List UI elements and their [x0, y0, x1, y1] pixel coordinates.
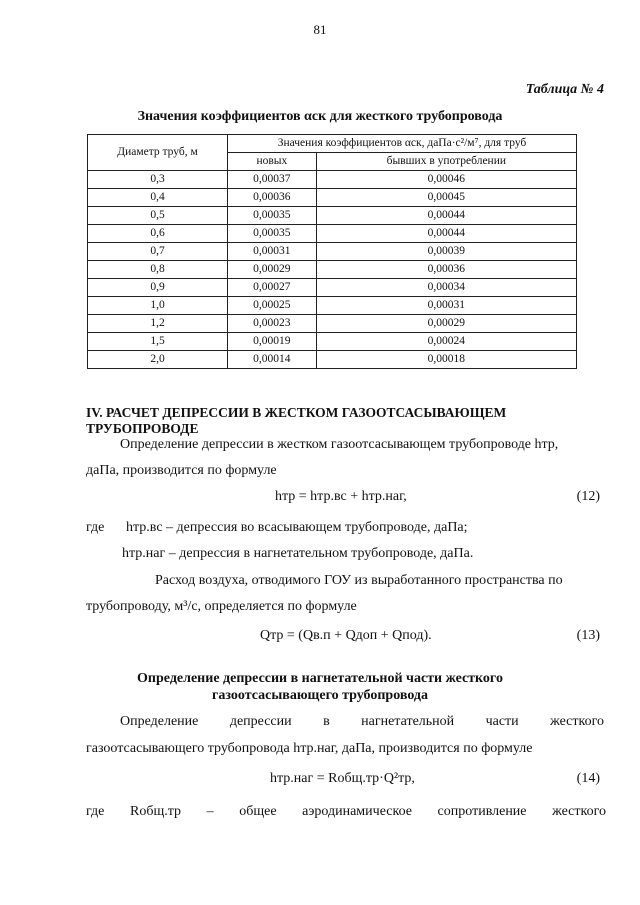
coefficients-table [87, 134, 577, 369]
table-row [88, 333, 577, 351]
cell-used: 0,00034 [316, 279, 576, 297]
header-diameter: Диаметр труб, м [88, 135, 228, 171]
cell-new: 0,00019 [228, 333, 317, 351]
cell-used: 0,00044 [316, 207, 576, 225]
cell-diameter: 0,5 [88, 207, 228, 225]
cell-new: 0,00027 [228, 279, 317, 297]
definition-2: hтр.наг – депрессия в нагнетательном трубопроводе, даПа. [122, 546, 474, 561]
equation-number-13: (13) [576, 628, 600, 643]
cell-new: 0,00025 [228, 297, 317, 315]
table-row [88, 189, 577, 207]
para3-line1: Определение депрессии в нагнетательной части жесткого [120, 714, 604, 729]
cell-used: 0,00031 [316, 297, 576, 315]
cell-diameter: 0,7 [88, 243, 228, 261]
cell-used: 0,00024 [316, 333, 576, 351]
table-header-row [88, 135, 577, 153]
cell-used: 0,00039 [316, 243, 576, 261]
cell-used: 0,00029 [316, 315, 576, 333]
cell-diameter: 1,0 [88, 297, 228, 315]
cell-diameter: 2,0 [88, 351, 228, 369]
cell-used: 0,00044 [316, 225, 576, 243]
header-used: бывших в употреблении [316, 153, 576, 171]
header-values: Значения коэффициентов αск, даПа·с²/м⁷, для труб [228, 135, 577, 153]
formula-14: hтр.наг = Rобщ.тр·Q²тр, [270, 771, 415, 786]
table-row [88, 225, 577, 243]
para2-line1: Расход воздуха, отводимого ГОУ из выработанного пространства по [155, 573, 563, 588]
cell-used: 0,00046 [316, 171, 576, 189]
cell-new: 0,00029 [228, 261, 317, 279]
cell-new: 0,00014 [228, 351, 317, 369]
header-new: новых [228, 153, 317, 171]
table-title: Значения коэффициентов αск для жесткого трубопровода [137, 109, 503, 124]
cell-diameter: 0,6 [88, 225, 228, 243]
equation-number-14: (14) [576, 771, 600, 786]
table-row [88, 261, 577, 279]
formula-13: Qтр = (Qв.п + Qдоп + Qпод). [260, 628, 432, 643]
cell-used: 0,00045 [316, 189, 576, 207]
table-row [88, 207, 577, 225]
cell-diameter: 0,4 [88, 189, 228, 207]
cell-diameter: 1,5 [88, 333, 228, 351]
para1-line2: даПа, производится по формуле [86, 463, 277, 478]
cell-new: 0,00037 [228, 171, 317, 189]
cell-new: 0,00036 [228, 189, 317, 207]
cell-used: 0,00018 [316, 351, 576, 369]
cell-new: 0,00035 [228, 225, 317, 243]
table-row [88, 279, 577, 297]
cell-diameter: 0,8 [88, 261, 228, 279]
table-row [88, 315, 577, 333]
cell-new: 0,00031 [228, 243, 317, 261]
cell-diameter: 1,2 [88, 315, 228, 333]
para3-line2: газоотсасывающего трубопровода hтр.наг, даПа, производится по формуле [86, 741, 533, 756]
section-heading: IV. РАСЧЕТ ДЕПРЕССИИ В ЖЕСТКОМ ГАЗООТСАСЫВАЮЩЕМ ТРУБОПРОВОДЕ [86, 405, 507, 436]
para4-line: где Rобщ.тр – общее аэродинамическое сопротивление жесткого [86, 804, 606, 819]
subsection-heading [0, 670, 640, 704]
subsection-heading-line1: Определение депрессии в нагнетательной части жесткого [137, 671, 503, 686]
table-row [88, 351, 577, 369]
para2-line2: трубопроводу, м³/с, определяется по формуле [86, 599, 357, 614]
subsection-heading-line2: газоотсасывающего трубопровода [211, 688, 429, 703]
para1-line1: Определение депрессии в жестком газоотсасывающем трубопроводе hтр, [120, 437, 559, 452]
where-label: где [86, 520, 105, 535]
formula-12: hтр = hтр.вс + hтр.наг, [275, 489, 407, 504]
cell-new: 0,00023 [228, 315, 317, 333]
cell-diameter: 0,3 [88, 171, 228, 189]
definition-1: hтр.вс – депрессия во всасывающем трубопроводе, даПа; [126, 520, 468, 535]
page-number: 81 [313, 22, 327, 37]
table-row [88, 297, 577, 315]
cell-used: 0,00036 [316, 261, 576, 279]
table-row [88, 243, 577, 261]
cell-new: 0,00035 [228, 207, 317, 225]
equation-number-12: (12) [576, 489, 600, 504]
cell-diameter: 0,9 [88, 279, 228, 297]
table-label: Таблица № 4 [525, 82, 604, 97]
table-row [88, 171, 577, 189]
